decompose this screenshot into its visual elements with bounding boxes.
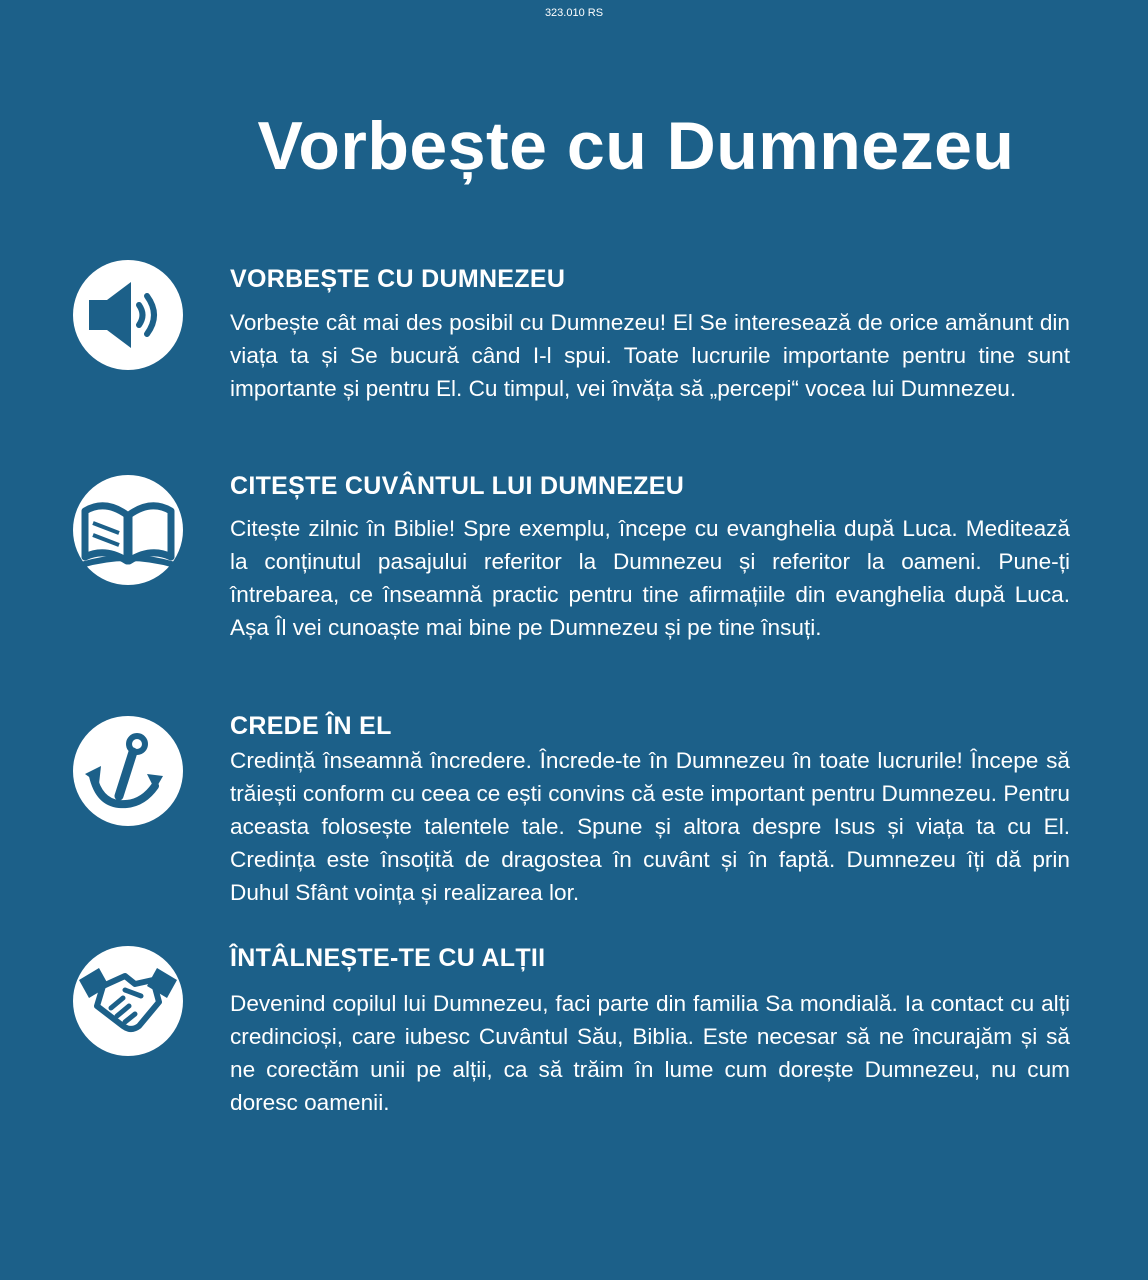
speaker-icon bbox=[73, 260, 183, 370]
page-title: Vorbește cu Dumnezeu bbox=[257, 108, 1015, 184]
section-heading: VORBEȘTE CU DUMNEZEU bbox=[230, 265, 566, 293]
section-heading: ÎNTÂLNEȘTE-TE CU ALȚII bbox=[230, 944, 546, 972]
section-body: Devenind copilul lui Dumnezeu, faci parte din familia Sa mondială. Ia contact cu alți credincioși, care iubesc Cuvântul Său, Biblia. Este necesar să ne încurajăm și să ne corectăm unii pe alții, ca să trăim în lume cum dorește Dumnezeu, nu cum doresc oamenii. bbox=[230, 991, 1070, 1115]
section-body: Vorbește cât mai des posibil cu Dumnezeu! El Se interesează de orice amănunt din viața ta și Se bucură când I-l spui. Toate lucrurile importante pentru tine sunt importante și pentru El. Cu timpul, vei învăța să „percepi“ vocea lui Dumnezeu. bbox=[230, 310, 1070, 401]
document-code: 323.010 RS bbox=[544, 7, 604, 19]
handshake-icon bbox=[73, 946, 183, 1056]
section-heading: CREDE ÎN EL bbox=[230, 712, 392, 740]
anchor-icon bbox=[73, 716, 183, 826]
section-heading: CITEȘTE CUVÂNTUL LUI DUMNEZEU bbox=[230, 472, 685, 500]
open-book-icon bbox=[73, 475, 183, 585]
section-body: Credință înseamnă încredere. Încrede-te în Dumnezeu în toate lucrurile! Începe să trăiești conform cu ceea ce ești convins că este important pentru Dumnezeu. Pentru aceasta folosește talentele tale. Spune și altora despre Isus și viața ta cu El. Credința este însoțită de dragostea în cuvânt și în faptă. Dumnezeu îți dă prin Duhul Sfânt voința și realizarea lor. bbox=[230, 748, 1070, 905]
section-body: Citește zilnic în Biblie! Spre exemplu, începe cu evanghelia după Luca. Meditează la conținutul pasajului referitor la Dumnezeu și referitor la oameni. Pune-ți întrebarea, ce înseamnă practic pentru tine afirmațiile din evanghelia după Luca. Așa Îl vei cunoaște mai bine pe Dumnezeu și pe tine însuți. bbox=[230, 516, 1070, 640]
